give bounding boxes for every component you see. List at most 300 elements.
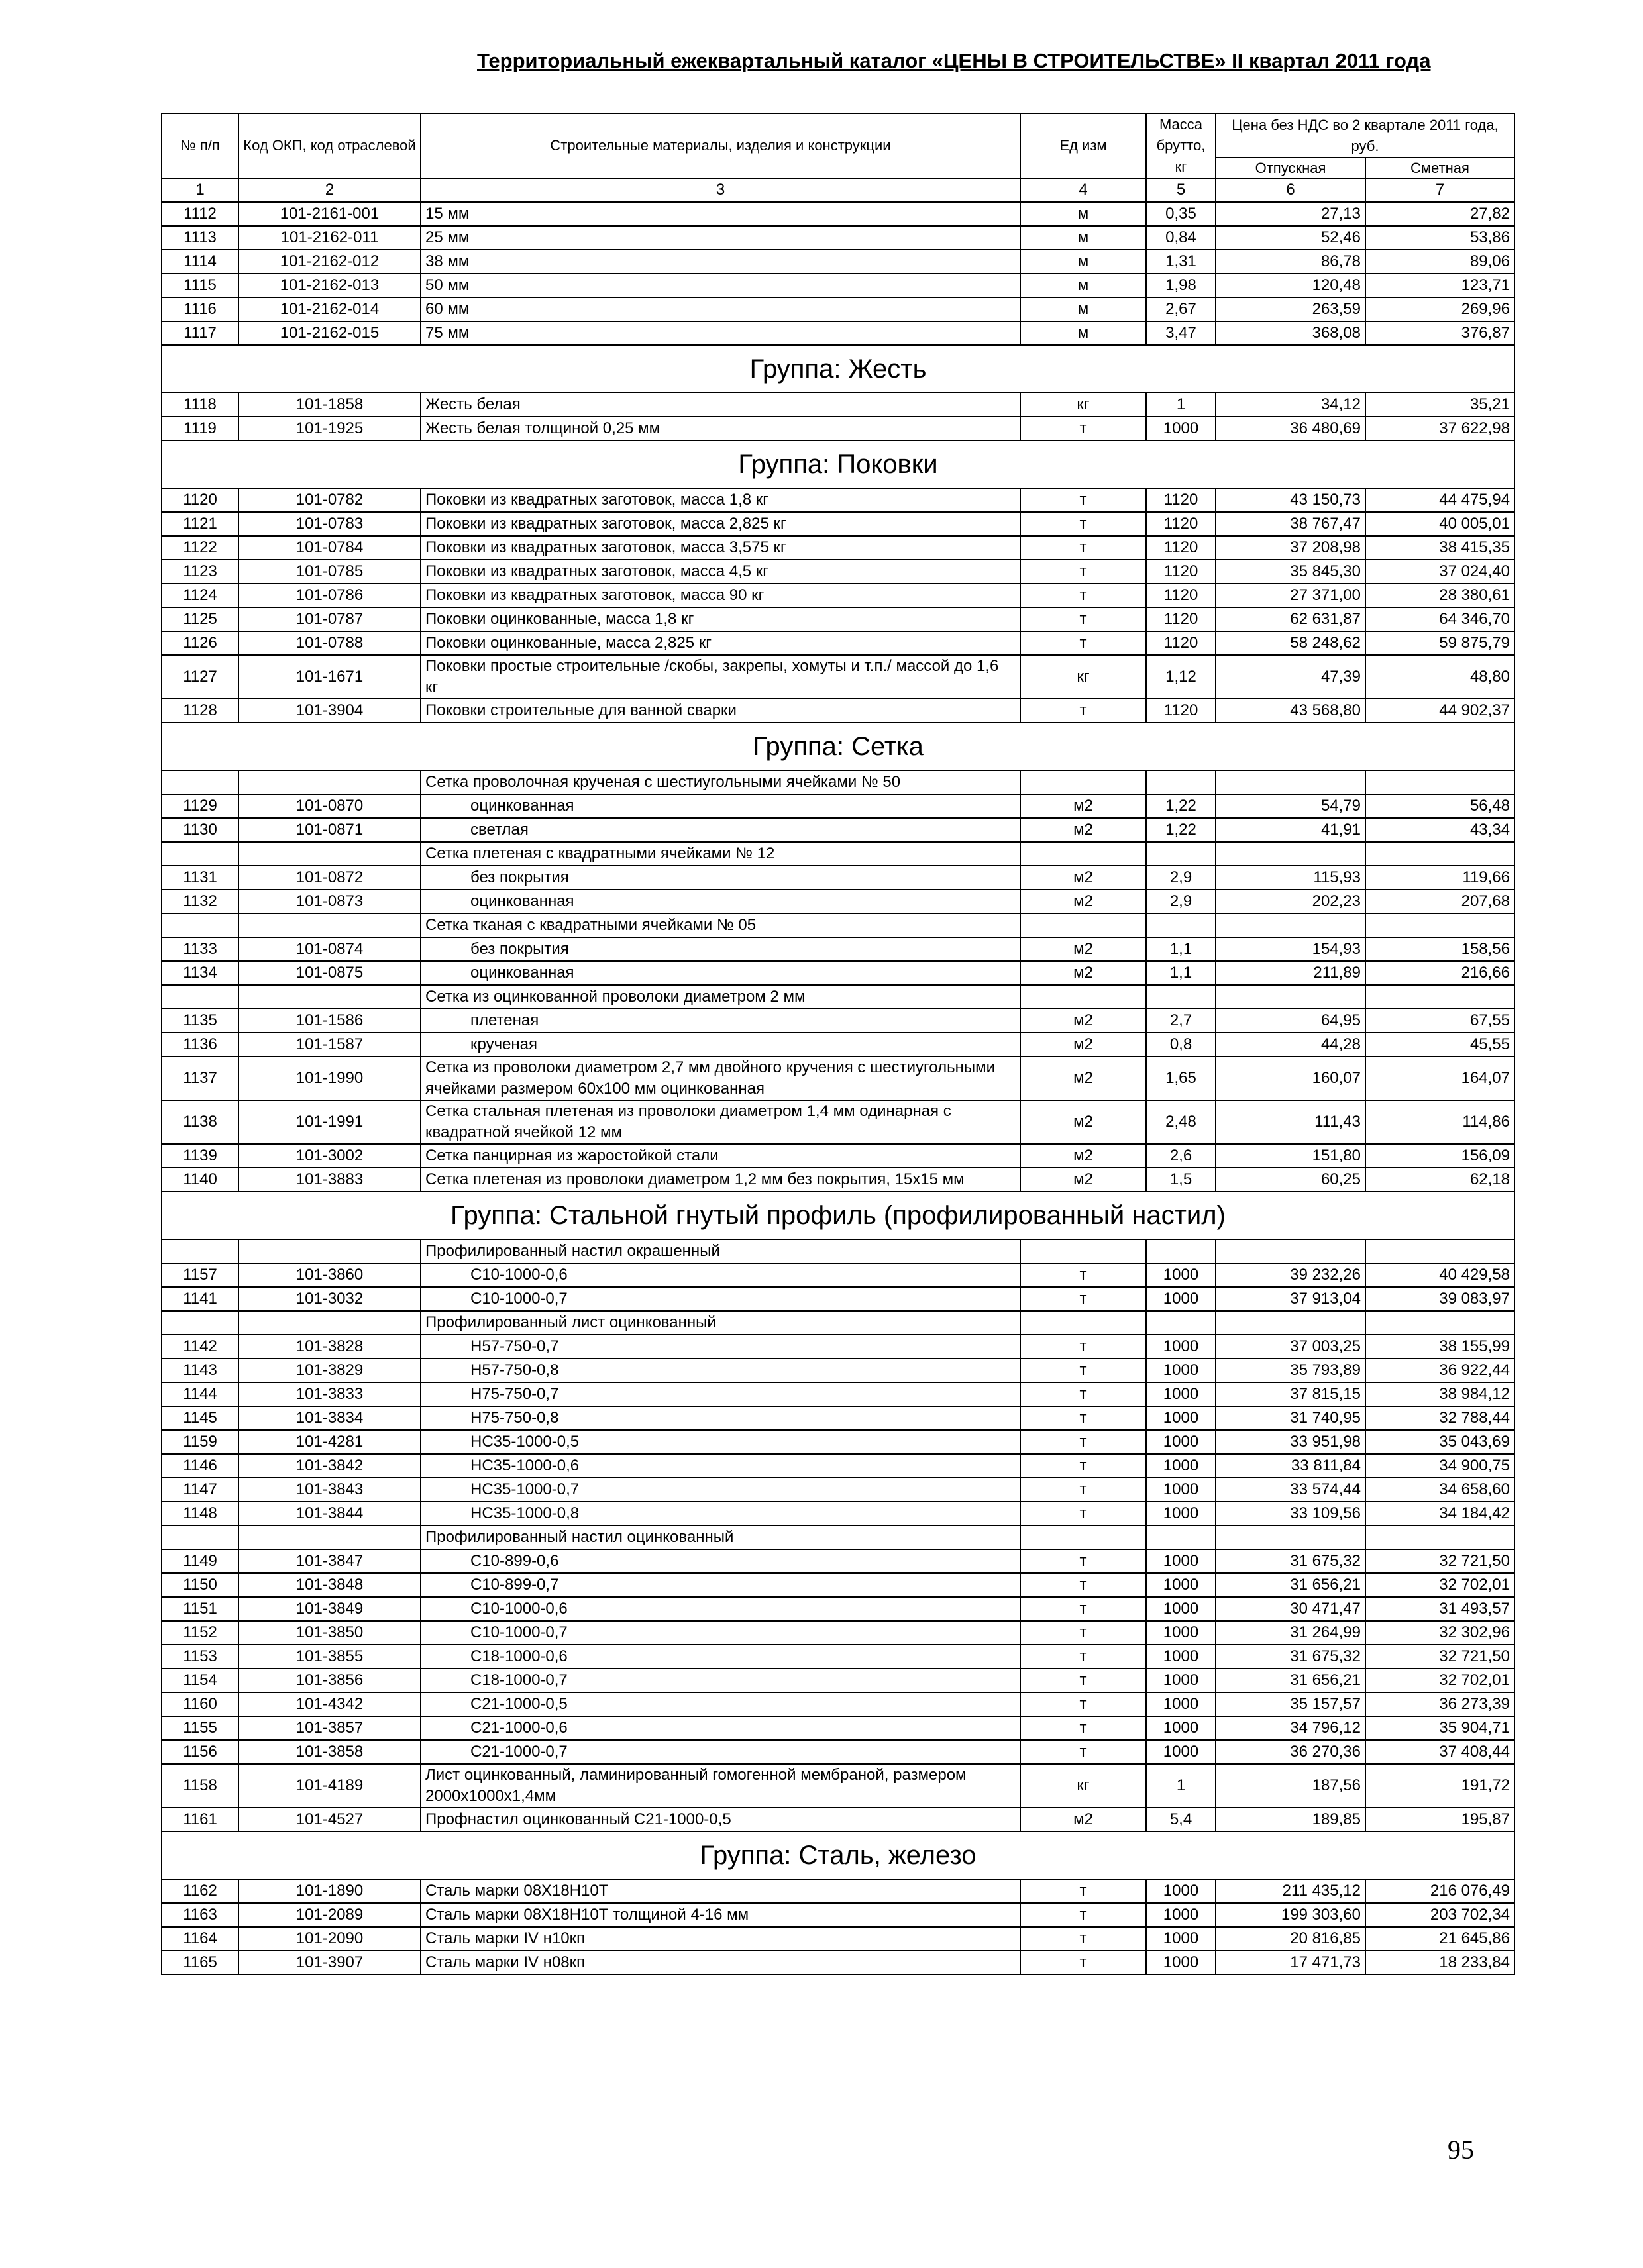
row-price-release: 52,46	[1216, 226, 1365, 250]
row-name: 60 мм	[421, 297, 1020, 321]
column-index: 2	[238, 178, 421, 202]
row-price-estimate: 38 155,99	[1365, 1335, 1514, 1359]
row-number: 1119	[162, 417, 238, 440]
row-price-release: 58 248,62	[1216, 631, 1365, 655]
column-index: 5	[1146, 178, 1216, 202]
row-name: светлая	[421, 818, 1020, 842]
row-price-release: 187,56	[1216, 1764, 1365, 1808]
group-header-row	[162, 440, 1514, 488]
row-price-release: 33 109,56	[1216, 1502, 1365, 1525]
table-row	[162, 1335, 1514, 1359]
table-row	[162, 1597, 1514, 1621]
row-unit: т	[1020, 1621, 1146, 1645]
row-price-release: 368,08	[1216, 321, 1365, 345]
row-price-estimate: 35,21	[1365, 393, 1514, 417]
row-mass: 1000	[1146, 1263, 1216, 1287]
row-name: крученая	[421, 1033, 1020, 1057]
row-unit: т	[1020, 1927, 1146, 1951]
row-unit: м2	[1020, 866, 1146, 890]
row-code: 101-3849	[238, 1597, 421, 1621]
group-header-row	[162, 723, 1514, 770]
row-mass: 1,12	[1146, 655, 1216, 699]
table-row	[162, 794, 1514, 818]
row-name: Сталь марки 08Х18Н10Т толщиной 4-16 мм	[421, 1903, 1020, 1927]
row-number	[162, 913, 238, 937]
row-unit: м2	[1020, 1033, 1146, 1057]
row-price-release: 33 574,44	[1216, 1478, 1365, 1502]
table-row	[162, 1502, 1514, 1525]
row-unit: м2	[1020, 818, 1146, 842]
row-code: 101-2089	[238, 1903, 421, 1927]
row-mass: 1000	[1146, 1406, 1216, 1430]
row-code: 101-3002	[238, 1144, 421, 1168]
row-unit: т	[1020, 1382, 1146, 1406]
row-price-release: 36 480,69	[1216, 417, 1365, 440]
row-price-estimate: 18 233,84	[1365, 1951, 1514, 1975]
column-index: 3	[421, 178, 1020, 202]
row-price-estimate: 62,18	[1365, 1168, 1514, 1192]
row-mass: 0,84	[1146, 226, 1216, 250]
row-mass: 1000	[1146, 1502, 1216, 1525]
row-unit: м2	[1020, 794, 1146, 818]
table-row	[162, 890, 1514, 913]
row-name: Поковки оцинкованные, масса 1,8 кг	[421, 607, 1020, 631]
table-row	[162, 488, 1514, 512]
row-code: 101-3860	[238, 1263, 421, 1287]
row-price-estimate: 114,86	[1365, 1100, 1514, 1144]
row-name: Профилированный настил окрашенный	[421, 1239, 1020, 1263]
table-row	[162, 226, 1514, 250]
row-mass: 1,1	[1146, 937, 1216, 961]
row-price-estimate: 37 024,40	[1365, 560, 1514, 584]
row-code: 101-1890	[238, 1879, 421, 1903]
table-row	[162, 842, 1514, 866]
row-code: 101-3847	[238, 1549, 421, 1573]
row-name: С18-1000-0,6	[421, 1645, 1020, 1669]
row-price-release: 35 793,89	[1216, 1359, 1365, 1382]
row-mass: 1000	[1146, 1669, 1216, 1692]
row-unit: т	[1020, 631, 1146, 655]
row-code: 101-3848	[238, 1573, 421, 1597]
row-price-release: 31 656,21	[1216, 1573, 1365, 1597]
row-mass: 1,1	[1146, 961, 1216, 985]
row-name: С21-1000-0,5	[421, 1692, 1020, 1716]
row-price-estimate: 48,80	[1365, 655, 1514, 699]
row-code: 101-3834	[238, 1406, 421, 1430]
row-code: 101-3850	[238, 1621, 421, 1645]
row-price-estimate: 40 429,58	[1365, 1263, 1514, 1287]
row-number: 1144	[162, 1382, 238, 1406]
row-code: 101-0870	[238, 794, 421, 818]
row-number: 1127	[162, 655, 238, 699]
row-unit: т	[1020, 1359, 1146, 1382]
row-number	[162, 985, 238, 1009]
row-number: 1117	[162, 321, 238, 345]
row-price-estimate: 44 902,37	[1365, 699, 1514, 723]
row-code: 101-3907	[238, 1951, 421, 1975]
row-mass: 1000	[1146, 1740, 1216, 1764]
row-price-estimate: 89,06	[1365, 250, 1514, 274]
row-name: 75 мм	[421, 321, 1020, 345]
row-number: 1114	[162, 250, 238, 274]
row-price-release: 35 845,30	[1216, 560, 1365, 584]
row-price-estimate: 53,86	[1365, 226, 1514, 250]
row-mass: 1120	[1146, 584, 1216, 607]
row-mass: 1000	[1146, 1879, 1216, 1903]
row-price-release: 64,95	[1216, 1009, 1365, 1033]
row-price-estimate: 67,55	[1365, 1009, 1514, 1033]
row-mass: 1000	[1146, 417, 1216, 440]
row-name: без покрытия	[421, 866, 1020, 890]
table-row	[162, 1057, 1514, 1100]
row-number: 1152	[162, 1621, 238, 1645]
row-mass: 2,48	[1146, 1100, 1216, 1144]
row-number: 1140	[162, 1168, 238, 1192]
row-price-release	[1216, 985, 1365, 1009]
row-unit: м	[1020, 321, 1146, 345]
row-price-release: 47,39	[1216, 655, 1365, 699]
row-price-estimate	[1365, 985, 1514, 1009]
row-price-estimate: 43,34	[1365, 818, 1514, 842]
table-row	[162, 1951, 1514, 1975]
group-title: Группа: Стальной гнутый профиль (профилированный настил)	[162, 1192, 1514, 1239]
row-price-estimate: 27,82	[1365, 202, 1514, 226]
row-unit: т	[1020, 488, 1146, 512]
table-row	[162, 512, 1514, 536]
row-name: С10-1000-0,6	[421, 1263, 1020, 1287]
row-code: 101-3842	[238, 1454, 421, 1478]
row-price-estimate: 45,55	[1365, 1033, 1514, 1057]
row-unit: м2	[1020, 1168, 1146, 1192]
row-price-release: 189,85	[1216, 1808, 1365, 1831]
row-name: Сетка плетеная из проволоки диаметром 1,2 мм без покрытия, 15х15 мм	[421, 1168, 1020, 1192]
table-row	[162, 699, 1514, 723]
row-code: 101-3844	[238, 1502, 421, 1525]
row-unit	[1020, 1525, 1146, 1549]
row-price-release: 37 913,04	[1216, 1287, 1365, 1311]
table-row	[162, 1406, 1514, 1430]
table-row	[162, 1430, 1514, 1454]
row-price-release: 62 631,87	[1216, 607, 1365, 631]
col-header-num: № п/п	[162, 113, 238, 178]
row-unit: т	[1020, 1645, 1146, 1669]
row-unit	[1020, 1239, 1146, 1263]
row-name: С10-1000-0,7	[421, 1287, 1020, 1311]
row-mass: 1000	[1146, 1597, 1216, 1621]
row-number: 1112	[162, 202, 238, 226]
table-row	[162, 1645, 1514, 1669]
row-price-estimate: 38 415,35	[1365, 536, 1514, 560]
row-unit: кг	[1020, 655, 1146, 699]
row-unit: т	[1020, 1692, 1146, 1716]
row-code: 101-0871	[238, 818, 421, 842]
row-number: 1116	[162, 297, 238, 321]
row-mass	[1146, 1311, 1216, 1335]
row-unit: т	[1020, 1454, 1146, 1478]
row-number: 1147	[162, 1478, 238, 1502]
row-price-release: 43 568,80	[1216, 699, 1365, 723]
row-name: 25 мм	[421, 226, 1020, 250]
row-unit: м2	[1020, 961, 1146, 985]
row-mass	[1146, 913, 1216, 937]
row-number: 1145	[162, 1406, 238, 1430]
row-code: 101-4527	[238, 1808, 421, 1831]
table-row	[162, 631, 1514, 655]
row-name: С21-1000-0,6	[421, 1716, 1020, 1740]
row-number: 1126	[162, 631, 238, 655]
row-number: 1137	[162, 1057, 238, 1100]
row-price-release: 17 471,73	[1216, 1951, 1365, 1975]
row-mass: 1120	[1146, 607, 1216, 631]
row-price-release: 160,07	[1216, 1057, 1365, 1100]
row-price-release: 60,25	[1216, 1168, 1365, 1192]
row-code: 101-0782	[238, 488, 421, 512]
row-number	[162, 1239, 238, 1263]
row-name: Поковки простые строительные /скобы, закрепы, хомуты и т.п./ массой до 1,6 кг	[421, 655, 1020, 699]
table-row	[162, 1716, 1514, 1740]
row-price-estimate	[1365, 1525, 1514, 1549]
row-name: плетеная	[421, 1009, 1020, 1033]
row-number	[162, 770, 238, 794]
row-unit: м2	[1020, 1144, 1146, 1168]
row-unit: м2	[1020, 890, 1146, 913]
table-row	[162, 1764, 1514, 1808]
row-mass: 1000	[1146, 1951, 1216, 1975]
row-price-estimate: 64 346,70	[1365, 607, 1514, 631]
row-price-estimate: 28 380,61	[1365, 584, 1514, 607]
table-row	[162, 1478, 1514, 1502]
table-row	[162, 1692, 1514, 1716]
row-price-estimate: 44 475,94	[1365, 488, 1514, 512]
table-row	[162, 1740, 1514, 1764]
row-code: 101-0875	[238, 961, 421, 985]
row-price-estimate: 32 788,44	[1365, 1406, 1514, 1430]
row-price-release: 111,43	[1216, 1100, 1365, 1144]
table-row	[162, 985, 1514, 1009]
group-title: Группа: Жесть	[162, 345, 1514, 393]
table-row	[162, 1549, 1514, 1573]
row-code: 101-0787	[238, 607, 421, 631]
row-number: 1125	[162, 607, 238, 631]
row-mass: 1000	[1146, 1549, 1216, 1573]
row-code: 101-2162-011	[238, 226, 421, 250]
table-row	[162, 1808, 1514, 1831]
row-mass: 1120	[1146, 560, 1216, 584]
table-row	[162, 321, 1514, 345]
row-price-estimate: 35 043,69	[1365, 1430, 1514, 1454]
table-row	[162, 560, 1514, 584]
row-price-release: 115,93	[1216, 866, 1365, 890]
row-mass: 1000	[1146, 1287, 1216, 1311]
page-title: Территориальный ежеквартальный каталог «ЦЕНЫ В СТРОИТЕЛЬСТВЕ» II квартал 2011 года	[477, 49, 1431, 72]
row-code: 101-0783	[238, 512, 421, 536]
row-price-estimate: 34 900,75	[1365, 1454, 1514, 1478]
row-mass: 1000	[1146, 1454, 1216, 1478]
table-row	[162, 202, 1514, 226]
col-header-mass: Масса брутто, кг	[1146, 113, 1216, 178]
row-number: 1136	[162, 1033, 238, 1057]
col-header-price-estimate: Сметная	[1365, 158, 1514, 178]
row-name: Жесть белая толщиной 0,25 мм	[421, 417, 1020, 440]
table-row	[162, 1573, 1514, 1597]
table-row	[162, 1033, 1514, 1057]
row-name: Поковки из квадратных заготовок, масса 3,575 кг	[421, 536, 1020, 560]
row-number: 1131	[162, 866, 238, 890]
row-price-estimate: 119,66	[1365, 866, 1514, 890]
row-number: 1161	[162, 1808, 238, 1831]
row-price-estimate	[1365, 842, 1514, 866]
row-code	[238, 1311, 421, 1335]
row-price-release: 37 003,25	[1216, 1335, 1365, 1359]
row-code	[238, 985, 421, 1009]
row-price-estimate: 39 083,97	[1365, 1287, 1514, 1311]
row-unit: м	[1020, 274, 1146, 297]
row-unit: м	[1020, 297, 1146, 321]
table-row	[162, 607, 1514, 631]
row-number: 1150	[162, 1573, 238, 1597]
table-row	[162, 818, 1514, 842]
row-name: Сталь марки IV н10кп	[421, 1927, 1020, 1951]
row-code: 101-3828	[238, 1335, 421, 1359]
table-row	[162, 961, 1514, 985]
row-number: 1149	[162, 1549, 238, 1573]
row-number: 1160	[162, 1692, 238, 1716]
row-name: 38 мм	[421, 250, 1020, 274]
row-code: 101-4189	[238, 1764, 421, 1808]
row-name: 15 мм	[421, 202, 1020, 226]
row-unit: кг	[1020, 1764, 1146, 1808]
row-price-release: 31 740,95	[1216, 1406, 1365, 1430]
row-code: 101-2090	[238, 1927, 421, 1951]
row-unit: т	[1020, 1478, 1146, 1502]
row-price-estimate: 156,09	[1365, 1144, 1514, 1168]
row-number: 1165	[162, 1951, 238, 1975]
row-price-estimate: 158,56	[1365, 937, 1514, 961]
row-price-estimate: 376,87	[1365, 321, 1514, 345]
row-price-release: 37 815,15	[1216, 1382, 1365, 1406]
row-name: С10-1000-0,6	[421, 1597, 1020, 1621]
row-mass	[1146, 985, 1216, 1009]
row-price-release: 27,13	[1216, 202, 1365, 226]
group-header-row	[162, 1192, 1514, 1239]
row-unit: т	[1020, 1903, 1146, 1927]
row-number: 1164	[162, 1927, 238, 1951]
row-price-estimate: 35 904,71	[1365, 1716, 1514, 1740]
row-price-release: 41,91	[1216, 818, 1365, 842]
row-unit: т	[1020, 699, 1146, 723]
row-price-estimate: 36 273,39	[1365, 1692, 1514, 1716]
table-row	[162, 1525, 1514, 1549]
row-price-release: 31 675,32	[1216, 1645, 1365, 1669]
row-name: Сетка стальная плетеная из проволоки диаметром 1,4 мм одинарная с квадратной ячейкой 12 мм	[421, 1100, 1020, 1144]
row-mass: 1,22	[1146, 818, 1216, 842]
row-number: 1115	[162, 274, 238, 297]
row-price-estimate: 195,87	[1365, 1808, 1514, 1831]
row-unit: т	[1020, 1573, 1146, 1597]
row-unit: т	[1020, 560, 1146, 584]
table-row	[162, 770, 1514, 794]
row-price-estimate: 34 184,42	[1365, 1502, 1514, 1525]
row-number: 1118	[162, 393, 238, 417]
table-row	[162, 1144, 1514, 1168]
row-price-estimate: 59 875,79	[1365, 631, 1514, 655]
row-code: 101-2161-001	[238, 202, 421, 226]
row-unit: т	[1020, 1549, 1146, 1573]
row-name: С10-899-0,6	[421, 1549, 1020, 1573]
row-code: 101-3833	[238, 1382, 421, 1406]
row-price-release: 31 675,32	[1216, 1549, 1365, 1573]
row-code: 101-3857	[238, 1716, 421, 1740]
row-mass: 1,22	[1146, 794, 1216, 818]
row-price-release: 31 656,21	[1216, 1669, 1365, 1692]
table-row	[162, 274, 1514, 297]
row-code: 101-3843	[238, 1478, 421, 1502]
row-price-estimate: 216 076,49	[1365, 1879, 1514, 1903]
row-code: 101-0874	[238, 937, 421, 961]
row-unit	[1020, 913, 1146, 937]
row-name: оцинкованная	[421, 794, 1020, 818]
row-number: 1138	[162, 1100, 238, 1144]
row-unit: т	[1020, 1406, 1146, 1430]
row-unit	[1020, 1311, 1146, 1335]
row-unit: т	[1020, 1951, 1146, 1975]
row-price-release: 211 435,12	[1216, 1879, 1365, 1903]
row-number	[162, 1525, 238, 1549]
row-price-estimate: 32 702,01	[1365, 1573, 1514, 1597]
row-price-estimate: 164,07	[1365, 1057, 1514, 1100]
row-unit: т	[1020, 512, 1146, 536]
row-code: 101-3858	[238, 1740, 421, 1764]
row-name: Поковки из квадратных заготовок, масса 1,8 кг	[421, 488, 1020, 512]
table-row	[162, 584, 1514, 607]
row-code	[238, 842, 421, 866]
col-header-code: Код ОКП, код отраслевой	[238, 113, 421, 178]
row-name: Поковки из квадратных заготовок, масса 2,825 кг	[421, 512, 1020, 536]
row-mass	[1146, 1525, 1216, 1549]
row-price-release: 34 796,12	[1216, 1716, 1365, 1740]
row-price-release: 39 232,26	[1216, 1263, 1365, 1287]
row-mass: 1000	[1146, 1927, 1216, 1951]
row-price-release: 54,79	[1216, 794, 1365, 818]
row-price-estimate: 31 493,57	[1365, 1597, 1514, 1621]
row-name: Профнастил оцинкованный С21-1000-0,5	[421, 1808, 1020, 1831]
row-name: НС35-1000-0,7	[421, 1478, 1020, 1502]
row-code: 101-0873	[238, 890, 421, 913]
row-name: Поковки строительные для ванной сварки	[421, 699, 1020, 723]
row-code: 101-0785	[238, 560, 421, 584]
row-code: 101-0872	[238, 866, 421, 890]
row-price-estimate	[1365, 1239, 1514, 1263]
row-price-estimate: 37 408,44	[1365, 1740, 1514, 1764]
row-number: 1132	[162, 890, 238, 913]
row-unit: т	[1020, 1669, 1146, 1692]
row-number: 1143	[162, 1359, 238, 1382]
row-price-estimate: 37 622,98	[1365, 417, 1514, 440]
row-name: Н75-750-0,8	[421, 1406, 1020, 1430]
row-mass: 1000	[1146, 1692, 1216, 1716]
row-number: 1129	[162, 794, 238, 818]
row-unit: т	[1020, 1263, 1146, 1287]
row-price-release	[1216, 1525, 1365, 1549]
column-index: 1	[162, 178, 238, 202]
row-unit: т	[1020, 417, 1146, 440]
row-number: 1134	[162, 961, 238, 985]
row-mass: 1	[1146, 1764, 1216, 1808]
row-price-estimate: 207,68	[1365, 890, 1514, 913]
row-code: 101-1671	[238, 655, 421, 699]
row-name: С21-1000-0,7	[421, 1740, 1020, 1764]
table-row	[162, 937, 1514, 961]
